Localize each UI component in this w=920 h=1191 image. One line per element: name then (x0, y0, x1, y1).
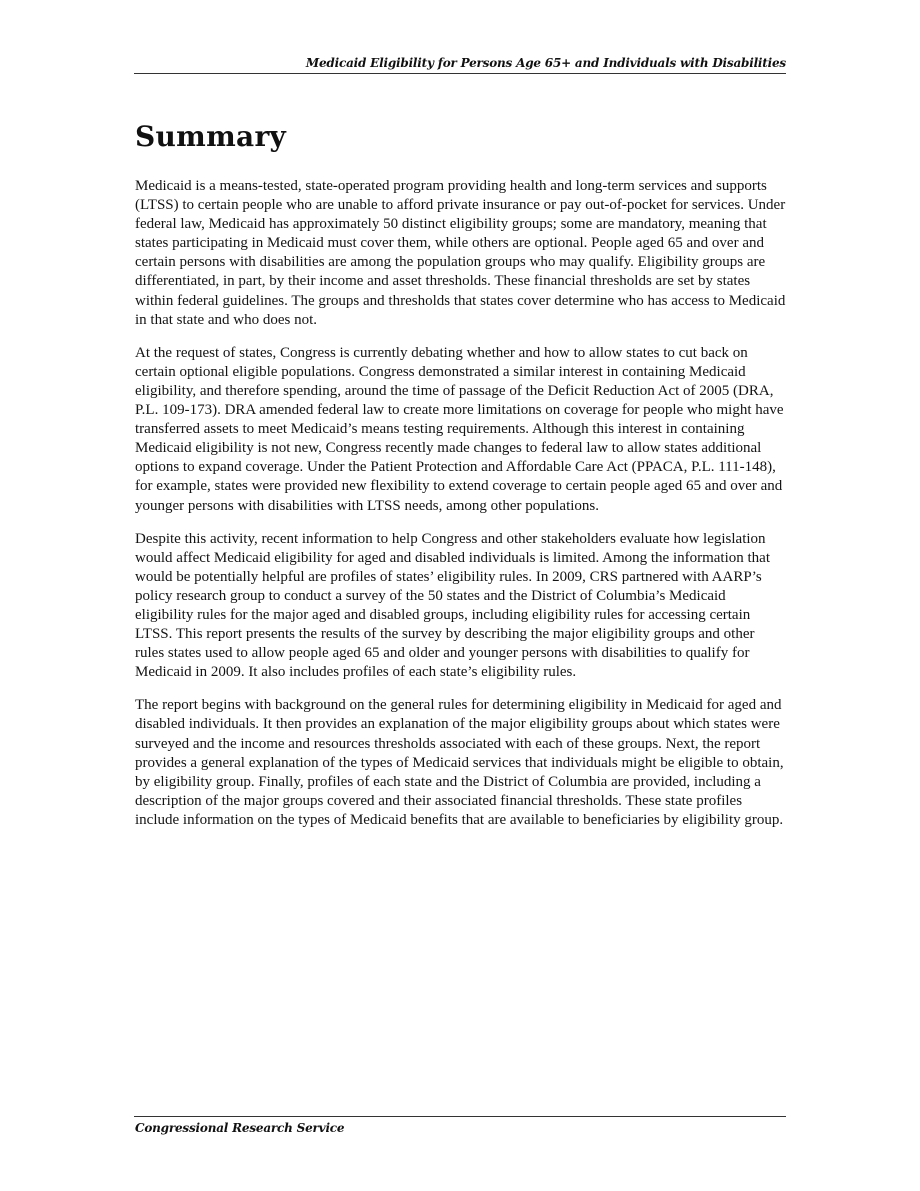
paragraph-2: At the request of states, Congress is currently debating whether and how to allow states to cut back on certain optional eligible populations. Congress demonstrated a similar interest in containing Medicaid eligibility, and therefore spending, around the time of passage of the Deficit Reduction Act of 2005 (DRA, P.L. 109-173). DRA amended federal law to create more limitations on coverage for people who might have transferred assets to meet Medicaid’s means testing requirements. Although this interest in containing Medicaid eligibility is not new, Congress recently made changes to federal law to allow states additional options to expand coverage. Under the Patient Protection and Affordable Care Act (PPACA, P.L. 111-148), for example, states were provided new flexibility to extend coverage to certain people aged 65 and over and younger persons with disabilities with LTSS needs, among other populations. (135, 344, 784, 514)
summary-body (135, 177, 787, 844)
footer-divider (134, 1116, 786, 1117)
footer-publisher: Congressional Research Service (135, 1121, 345, 1135)
header-divider (134, 73, 786, 74)
section-title: Summary (135, 120, 287, 153)
running-header: Medicaid Eligibility for Persons Age 65+ and Individuals with Disabilities (305, 56, 786, 70)
paragraph-1: Medicaid is a means-tested, state-operated program providing health and long-term services and supports (LTSS) to certain people who are unable to afford private insurance or pay out-of-pocket for services. Under federal law, Medicaid has approximately 50 distinct eligibility groups; some are mandatory, meaning that states participating in Medicaid must cover them, while others are optional. People aged 65 and over and certain persons with disabilities are among the population groups who may qualify. Eligibility groups are differentiated, in part, by their income and asset thresholds. These financial thresholds are set by states within federal guidelines. The groups and thresholds that states cover determine who has access to Medicaid in that state and who does not. (135, 178, 786, 328)
paragraph-4: The report begins with background on the general rules for determining eligibility in Medicaid for aged and disabled individuals. It then provides an explanation of the major eligibility groups about which states were surveyed and the income and resources thresholds associated with each of these groups. Next, the report provides a general explanation of the types of Medicaid services that individuals might be eligible to obtain, by eligibility group. Finally, profiles of each state and the District of Columbia are provided, including a description of the major groups covered and their associated financial thresholds. These state profiles include information on the types of Medicaid benefits that are available to beneficiaries by eligibility group. (135, 697, 784, 828)
paragraph-3: Despite this activity, recent information to help Congress and other stakeholders evaluate how legislation would affect Medicaid eligibility for aged and disabled individuals is limited. Among the information that would be potentially helpful are profiles of states’ eligibility rules. In 2009, CRS partnered with AARP’s policy research group to conduct a survey of the 50 states and the District of Columbia’s Medicaid eligibility rules for the major aged and disabled groups, including eligibility rules for accessing certain LTSS. This report presents the results of the survey by describing the major eligibility groups and other rules states used to allow people aged 65 and older and younger persons with disabilities to qualify for Medicaid in 2009. It also includes profiles of each state’s eligibility rules. (135, 530, 771, 681)
